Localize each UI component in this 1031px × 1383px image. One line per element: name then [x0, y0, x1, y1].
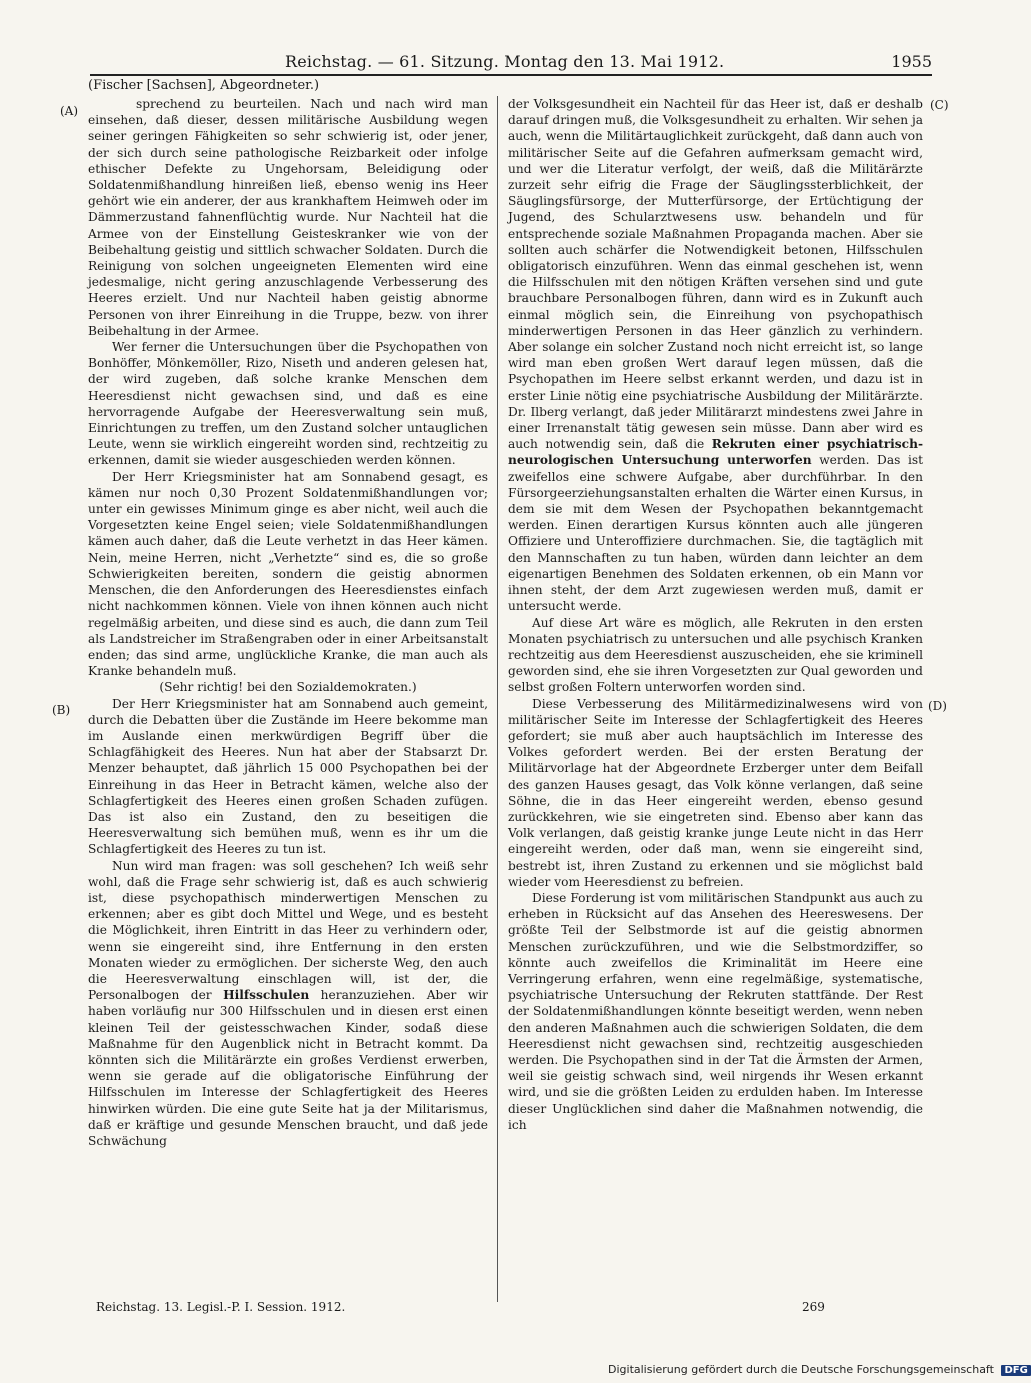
paragraph: sprechend zu beurteilen. Nach und nach wird man einsehen, daß dieser, dessen militärische Ausbildung wegen seiner geringen Fähigkeiten so sehr schwierig ist, oder jener, der sich durch seine pathologische Reizbarkeit oder infolge ethischer Defekte zu Ungehorsam, Beleidigung oder Soldatenmißhandlung hinreißen ließ, ebenso wenig ins Heer gehört wie ein anderer, der aus krankhaftem Heimweh oder im Dämmerzustand fahnenflüchtig wurde. Nur Nachteil hat die Armee von der Einstellung Geisteskranker wie von der Beibehaltung geistig und sittlich schwacher Soldaten. Durch die Reinigung von solchen ungeeigneten Elementen wird eine jedesmalige, nicht gering anzuschlagende Verbesserung des Heeres erzielt. Und nur Nachteil haben geistig abnorme Personen von ihrer Einreihung in die Truppe, bezw. von ihrer Beibehaltung in der Armee. — [88, 97, 488, 338]
paragraph: Diese Forderung ist vom militärischen Standpunkt aus auch zu erheben in Rücksicht auf das Ansehen des Heereswesens. Der größte Teil der Selbstmorde ist auf die geistig abnormen Menschen zurückzuführen, und wie die Selbstmordziffer, so könnte auch zweifellos die Kriminalität im Heere eine Verringerung erfahren, wenn eine regelmäßige, systematische, psychiatrische Untersuchung der Rekruten stattfände. Der Rest der Soldatenmißhandlungen könnte beseitigt werden, wenn neben den anderen Maßnahmen auch die schwierigen Soldaten, die dem Heeresdienst nicht gewachsen sind, rechtzeitig ausgeschieden werden. Die Psychopathen sind in der Tat die Ärmsten der Armen, weil sie geistig schwach sind, weil nirgends ihr Wesen erkannt wird, und sie die größten Leiden zu erdulden haben. Im Interesse dieser Unglücklichen sind daher die Maßnahmen notwendig, die ich — [508, 890, 923, 1132]
running-header — [90, 50, 932, 76]
left-column — [88, 96, 488, 1149]
page-number: 1955 — [891, 52, 932, 71]
margin-marker-b: (B) — [52, 703, 71, 717]
margin-marker-d: (D) — [928, 699, 947, 713]
text-run: heranzuziehen. Aber wir haben vorläufig nur 300 Hilfsschulen und in diesen erst einen kleinen Teil der geistesschwachen Kinder, sodaß diese Maßnahme für den Augenblick nicht in Betracht kommt. Da könnten sich die Militärärzte ein großes Verdienst erwerben, wenn sie gerade auf die obligatorische Einführung der Hilfsschulen im Interesse der Schlagfertigkeit des Heeres hinwirken würden. Die eine gute Seite hat ja der Militarismus, daß er kräftige und gesunde Menschen braucht, und daß jede Schwächung — [88, 988, 489, 1148]
paragraph: Wer ferner die Untersuchungen über die Psychopathen von Bonhöffer, Mönkemöller, Rizo, Niseth und anderen gelesen hat, der wird zugeben, daß solche kranke Menschen dem Heeresdienst nicht gewachsen sind, und daß es eine hervorragende Aufgabe der Heeresverwaltung sein muß, Einrichtungen zu treffen, um den Zustand solcher untauglichen Leute, wenn sie wirklich eingereiht worden sind, rechtzeitig zu erkennen, damit sie wieder ausgeschieden werden können. — [88, 340, 488, 468]
credit-text: Digitalisierung gefördert durch die Deutsche Forschungsgemeinschaft — [608, 1363, 994, 1376]
digitization-credit — [608, 1363, 1031, 1376]
paragraph: Auf diese Art wäre es möglich, alle Rekruten in den ersten Monaten psychiatrisch zu untersuchen und alle psychisch Kranken rechtzeitig aus dem Heeresdienst auszuscheiden, ehe sie kriminell geworden sind, ehe sie ihren Vorgesetzten zur Qual geworden und selbst großen Foltern unterworfen worden sind. — [508, 615, 923, 695]
speaker-label: (Fischer [Sachsen], Abgeordneter.) — [88, 78, 320, 93]
paragraph — [508, 96, 923, 615]
text-run: der Volksgesundheit ein Nachteil für das Heer ist, daß er deshalb darauf dringen muß, die Volksgesundheit zu erhalten. Wir sehen ja auch, wenn die Militärtauglichkeit zurückgeht, daß dann auch von militärischer Seite auf die Gefahren aufmerksam gemacht wird, und wer die Literatur verfolgt, der weiß, daß die Militärärzte zurzeit sehr eifrig die Frage der Säuglingssterblichkeit, der Säuglingsfürsorge, der Mutterfürsorge, der Ertüchtigung der Jugend, des Schularztwesens usw. behandeln und für entsprechende soziale Maßnahmen Propaganda machen. Aber sie sollten auch schärfer die Notwendigkeit betonen, Hilfsschulen obligatorisch einzuführen. Wenn das einmal geschehen ist, wenn die Hilfsschulen mit den nötigen Kräften versehen sind und gute brauchbare Personalbogen führen, dann wird es in Zukunft auch einmal möglich sein, die Einreihung von psychopathisch minderwertigen Personen in das Heer gänzlich zu verhindern. Aber solange ein solcher Zustand noch nicht erreicht ist, so lange wird man eben großen Wert darauf legen müssen, daß die Psychopathen im Heere selbst erkannt werden, und dazu ist in erster Linie nötig eine psychiatrische Ausbildung der Militärärzte. Dr. Ilberg verlangt, daß jeder Militärarzt mindestens zwei Jahre in einer Irrenanstalt tätig gewesen sein müsse. Dann aber wird es auch notwendig sein, daß die — [508, 97, 923, 452]
paragraph: Der Herr Kriegsminister hat am Sonnabend gesagt, es kämen nur noch 0,30 Prozent Soldatenmißhandlungen vor; unter ein gewisses Minimum ginge es aber nicht, weil auch die Vorgesetzten keine Engel seien; viele Soldatenmißhandlungen kämen auch daher, daß die Leute verhetzt in das Heer kämen. Nein, meine Herren, nicht „Verhetzte“ sind es, die so große Schwierigkeiten bereiten, sondern die geistig abnormen Menschen, die den Anforderungen des Heeresdienstes einfach nicht nachkommen können. Viele von ihnen können auch nicht regelmäßig arbeiten, und diese sind es auch, die dann zum Teil als Landstreicher im Straßengraben oder in einer Arbeitsanstalt enden; das sind arme, unglückliche Kranke, die man auch als Kranke behandeln muß. — [88, 469, 488, 679]
emphasis-text: Hilfsschulen — [223, 988, 310, 1003]
paragraph: Der Herr Kriegsminister hat am Sonnabend auch gemeint, durch die Debatten über die Zustände im Heere bekomme man im Auslande einen merkwürdigen Begriff über die Schlagfähigkeit des Heeres. Nun hat aber der Stabsarzt Dr. Menzer behauptet, daß jährlich 15 000 Psychopathen bei der Einreihung in das Heer in Betracht kämen, welche also der Schlagfertigkeit des Heeres einen großen Schaden zufügen. Das ist also ein Zustand, den zu beseitigen die Heeresverwaltung sich bemühen muß, wenn es ihr um die Schlagfertigkeit des Heeres zu tun ist. — [88, 696, 488, 857]
footer-sheet-number: 269 — [802, 1300, 825, 1314]
emphasis-text: Rekruten einer psychiatrisch-neurologischen Untersuchung unterworfen — [508, 437, 924, 468]
paragraph — [88, 858, 488, 1150]
running-head: Reichstag. — 61. Sitzung. Montag den 13. Mai 1912. — [285, 52, 725, 71]
paragraph: Diese Verbesserung des Militärmedizinalwesens wird von militärischer Seite im Interesse der Schlagfertigkeit des Heeres gefordert; sie muß aber auch hauptsächlich im Interesse des Volkes gefordert werden. Bei der ersten Beratung der Militärvorlage hat der Abgeordnete Erzberger unter dem Beifall des ganzen Hauses gesagt, das Volk könne verlangen, daß seine Söhne, die in das Heer eingereiht werden, ebenso gesund zurückkehren, wie sie eingetreten sind. Ebenso aber kann das Volk verlangen, daß geistig kranke junge Leute nicht in das Herr eingereiht werden, oder daß man, wenn sie eingereiht sind, bestrebt ist, ihren Zustand zu erkennen und sie möglichst bald wieder vom Heeresdienst zu befreien. — [508, 696, 923, 889]
interjection: (Sehr richtig! bei den Sozialdemokraten.) — [159, 680, 417, 695]
dfg-logo-icon: DFG — [1001, 1365, 1030, 1376]
column-divider — [497, 96, 498, 1302]
text-run: werden. Das ist zweifellos eine schwere Aufgabe, aber durchführbar. In den Fürsorgeerziehungsanstalten erhalten die Wärter einen Kursus, in dem sie mit dem Wesen der Psychopathen bekanntgemacht werden. Einen derartigen Kursus könnten auch alle jüngeren Offiziere und Unteroffiziere durchmachen. Sie, die tagtäglich mit den Mannschaften zu tun haben, würden dann leichter an dem eigenartigen Benehmen des Soldaten erkennen, ob ein Mann vor ihnen steht, der dem Arzt zugewiesen werden muß, damit er untersucht werde. — [508, 453, 923, 614]
margin-marker-c: (C) — [930, 98, 949, 112]
right-column — [508, 96, 923, 1133]
footer-session-info: Reichstag. 13. Legisl.-P. I. Session. 1912. — [96, 1300, 346, 1314]
text-run: Nun wird man fragen: was soll geschehen? Ich weiß sehr wohl, daß die Frage sehr schwierig ist, daß es auch schwierig ist, diese psychopathisch minderwertigen Menschen zu erkennen; aber es gibt doch Mittel und Wege, und es besteht die Möglichkeit, ihren Eintritt in das Heer zu verhindern oder, wenn sie eingereiht sind, ihre Entfernung in den ersten Monaten wieder zu ermöglichen. Der sicherste Weg, den auch die Heeresverwaltung einschlagen will, ist der, die Personalbogen der — [88, 858, 488, 1003]
margin-marker-a: (A) — [60, 104, 79, 118]
